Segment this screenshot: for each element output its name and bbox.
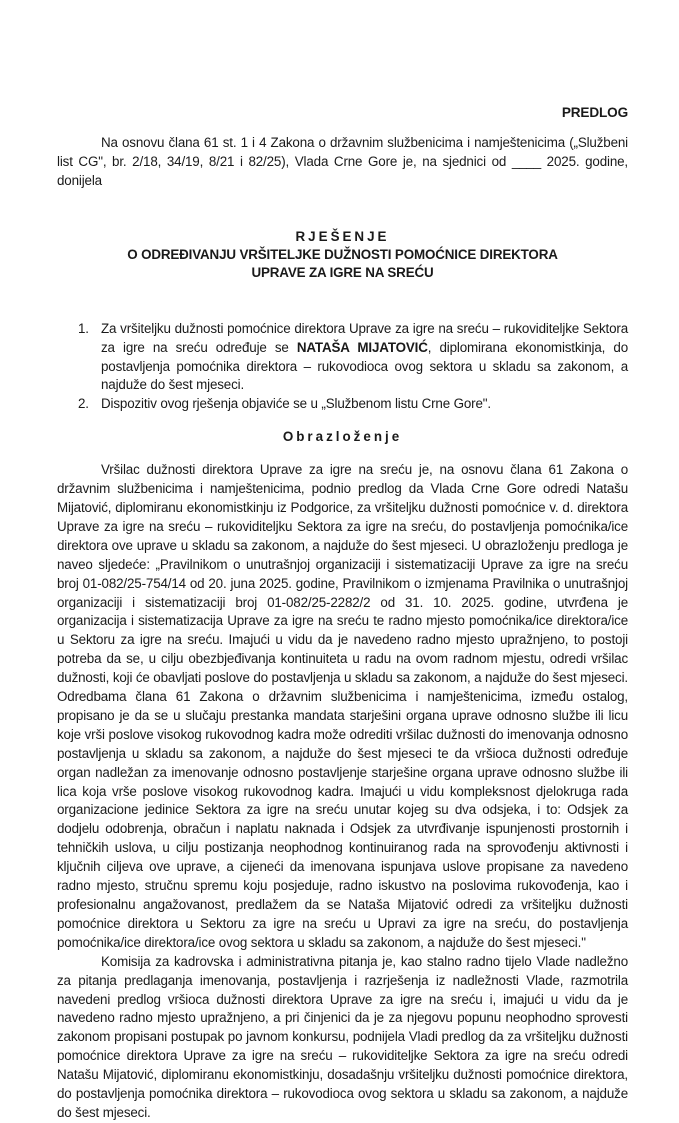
decision-item-number: 1. bbox=[78, 320, 89, 336]
proposal-label: PREDLOG bbox=[561, 105, 628, 120]
reasoning-paragraph: Vršilac dužnosti direktora Uprave za igre na sreću je, na osnovu člana 61 Zakona o državnim službenicima i namještenicima, podnio predlog da Vlada Crne Gore odredi Natašu Mijatović, diplomiranu ekonomistkinju iz Podgorice, za vršiteljku dužnosti pomoćnice v. d. direktora Uprave za igre na sreću – rukoviditeljku Sektora za igre na sreću, do postavljenja pomoćnika/ice direktora ove uprave u skladu sa zakonom, a najduže do šest mjeseci. U obrazloženju predloga je naveo sljedeće: „Pravilnikom o unutrašnjoj organizaciji i sistematizaciji Uprave za igre na sreću broj 01-082/25-754/14 od 20. juna 2025. godine, Pravilnikom o izmjenama Pravilnika o unutrašnjoj organizaciji i sistematizaciji broj 01-082/25-2282/2 od 31. 10. 2025. godine, utvrđena je organizacija i sistematizacija Uprave za igre na sreću te radno mjesto pomoćnika/ice direktora/ice u Sektoru za igre na sreću. Imajući u vidu da je navedeno radno mjesto upražnjeno, to postoji potreba da se, u cilju obezbjeđivanja kontinuiteta u radu na ovom radnom mjestu, odredi vršilac dužnosti, koji će obavljati poslove do postavljenja u skladu sa zakonom, a najduže do šest mjeseci. Odredbama člana 61 Zakona o državnim službenicima i namještenicima, između ostalog, propisano je da se u slučaju prestanka mandata starješini organa uprave odnosno službe ili licu koje vrši poslove visokog rukovodnog kadra može odrediti vršilac dužnosti do imenovanja odnosno postavljenja u skladu sa zakonom, a najduže do šest mjeseci te da vršioca dužnosti određuje organ nadležan za imenovanje odnosno postavljenje starješine organa uprave odnosno službe ili lica koja vrše poslove visokog rukovodnog kadra. Imajući u vidu kompleksnost djelokruga rada organizacione jedinice Sektora za igre na sreću unutar kojeg su dva odsjeka, i to: Odsjek za dodjelu odobrenja, obračun i naplatu naknada i Odsjek za utvrđivanje ispunjenosti prostornih i tehničkih uslova, u cilju postizanja neophodnog kontinuiranog rada na sprovođenju aktivnosti i ključnih ciljeva ove uprave, a cijeneći da imenovana ispunjava uslove propisane za navedeno radno mjesto, stručnu spremu koju posjeduje, radno iskustvo na poslovima rukovođenja, kao i profesionalnu angažovanost, predlažem da se Nataša Mijatović odredi za vršiteljku dužnosti pomoćnice direktora u Sektoru za igre na sreću u Upravi za igre na sreću, do postavljenja pomoćnika/ice direktora/ice ovog sektora u skladu sa zakonom, a najduže do šest mjeseci." bbox=[57, 462, 628, 950]
document-page bbox=[57, 105, 628, 1123]
decision-item-text-before: Za vršiteljku dužnosti pomoćnice direktora Uprave za igre na sreću – rukoviditeljke Sektora za igre na sreću određuje se bbox=[101, 320, 628, 355]
reasoning-paragraph: Komisija za kadrovska i administrativna pitanja je, kao stalno radno tijelo Vlade nadležno za pitanja predlaganja imenovanja, postavljenja i razrješenja iz nadležnosti Vlade, razmotrila navedeni predlog vršioca dužnosti direktora Uprave za igre na sreću i, imajući u vidu da je navedeno radno mjesto upražnjeno, a pri činjenici da je za njegovu popunu neophodno sprovesti zakonom propisani postupak po javnom konkursu, podnijela Vladi predlog da za vršiteljku dužnosti pomoćnice direktora Uprave za igre na sreću – rukoviditeljke Sektora za igre na sreću odredi Natašu Mijatović, diplomiranu ekonomistkinju, dosadašnju vršiteljku dužnosti pomoćnice direktora, do postavljenja pomoćnika direktora – rukovodioca ovog sektora u skladu sa zakonom, a najduže do šest mjeseci. bbox=[57, 953, 628, 1120]
decision-list bbox=[57, 320, 628, 415]
decision-item bbox=[57, 320, 628, 396]
decision-item-number: 2. bbox=[78, 396, 89, 412]
appointee-name: NATAŠA MIJATOVIĆ bbox=[296, 339, 428, 355]
document-title bbox=[57, 228, 628, 282]
title-subject-line-2: UPRAVE ZA IGRE NA SREĆU bbox=[251, 264, 434, 280]
title-decision: RJEŠENJE bbox=[295, 228, 390, 244]
decision-item-text: Dispozitiv ovog rješenja objaviće se u „Službenom listu Crne Gore". bbox=[101, 396, 491, 412]
decision-item-text-after: , diplomirana ekonomistkinja, do postavljenja pomoćnika direktora – rukovodioca ovog sektora u skladu sa zakonom, a najduže do šest mjeseci. bbox=[101, 339, 628, 393]
decision-item bbox=[57, 395, 628, 414]
reasoning-heading: Obrazloženje bbox=[282, 429, 403, 445]
preamble-paragraph: Na osnovu člana 61 st. 1 i 4 Zakona o državnim službenicima i namještenicima („Službeni list CG", br. 2/18, 34/19, 8/21 i 82/25), Vlada Crne Gore je, na sjednici od ____ 2025. godine, donijela bbox=[57, 135, 628, 188]
title-subject-line-1: O ODREĐIVANJU VRŠITELJKE DUŽNOSTI POMOĆNICE DIREKTORA bbox=[127, 246, 558, 262]
